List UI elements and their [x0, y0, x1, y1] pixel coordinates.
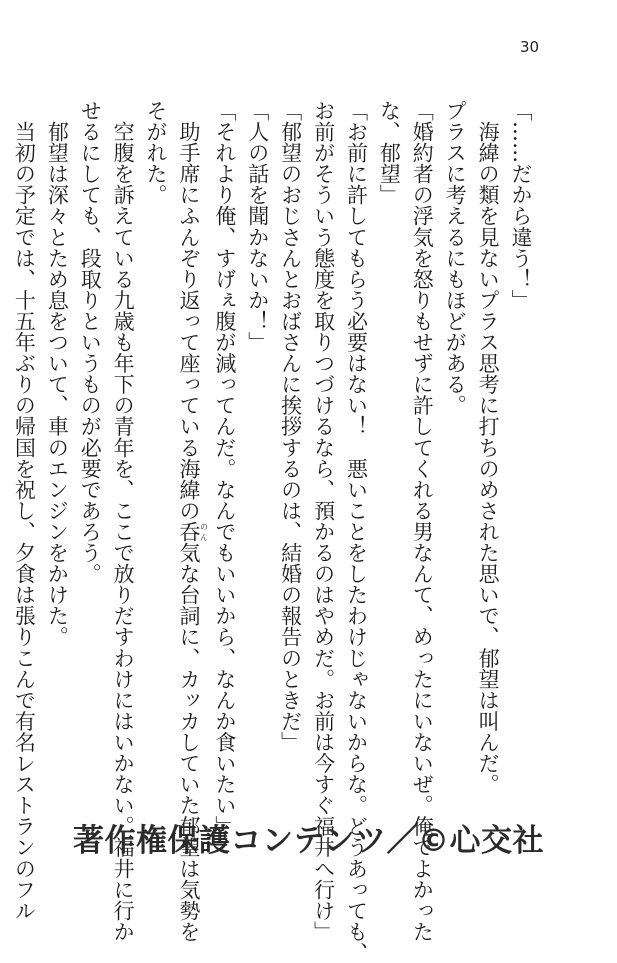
text-line-4: 「婚約者の浮気を怒りもせずに許してくれる男なんて、めったにいないぜ。俺でよかった: [410, 100, 435, 942]
text-line-11: 助手席にふんぞり返って座っている海緯の呑のん気な台詞に、カッカしていた郁望は気勢を: [176, 100, 209, 943]
furigana-reading: のん: [199, 521, 209, 543]
text-line-6: 「お前に許してもらう必要はない！ 悪いことをしたわけじゃないからな。どうあっても、: [344, 100, 369, 963]
text-line-7: お前がそういう態度を取りつづけるなら、預かるのはやめだ。お前は今すぐ福井へ行け」: [311, 100, 336, 942]
text-line-5: な、郁望」: [377, 100, 402, 206]
copyright-watermark: 著作権保護コンテンツ／©心交社: [73, 823, 544, 859]
text-line-12: そがれた。: [144, 100, 169, 206]
text-line-1: 「……だから違う！」: [509, 100, 533, 311]
text-line-10: 「それより俺、すげぇ腹が減ってんだ。なんでもいいから、なんか食いたい」: [212, 100, 237, 837]
text-line-8: 「郁望のおじさんとおばさんに挨拶するのは、結婚の報告のときだ」: [278, 100, 303, 753]
text-line-16: 当初の予定では、十五年ぶりの帰国を祝し、夕食は張りこんで有名レストランのフル: [12, 100, 37, 921]
furigana-ruby: 呑のん: [176, 521, 209, 543]
page-number: 30: [520, 38, 540, 56]
text-line-3: プラスに考えるにもほどがある。: [443, 100, 468, 416]
text-line-2: 海緯の類を見ないプラス思考に打ちのめされた思いで、郁望は叫んだ。: [476, 100, 501, 795]
text-line-15: 郁望は深々とため息をついて、車のエンジンをかけた。: [45, 100, 70, 648]
text-line-13: 空腹を訴えている九歳も年下の青年を、ここで放りだすわけにはいかない。福井に行か: [111, 100, 136, 942]
text-line-9: 「人の話を聞かないか！」: [245, 100, 270, 353]
text-line-14: せるにしても、段取りというものが必要であろう。: [78, 100, 103, 585]
